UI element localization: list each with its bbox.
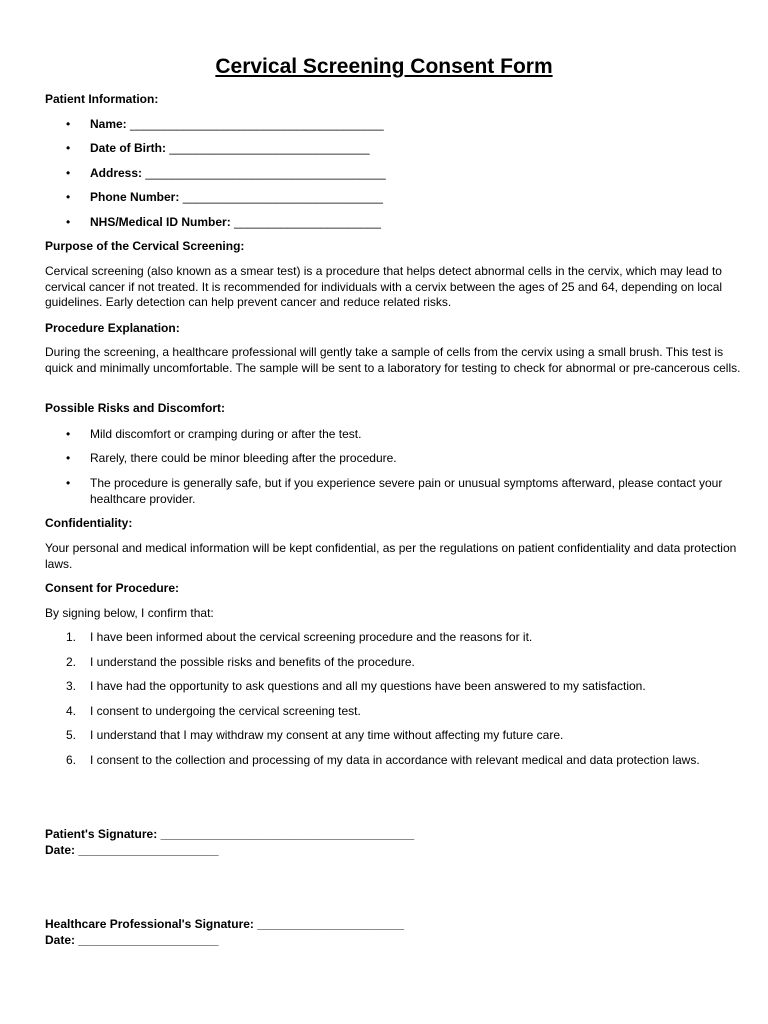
purpose-heading: Purpose of the Cervical Screening: <box>45 239 245 253</box>
consent-heading: Consent for Procedure: <box>45 581 180 595</box>
patient-signature-line <box>45 826 745 842</box>
consent-item: I consent to undergoing the cervical screening test. <box>90 704 361 718</box>
nhs-id-line: ______________________ <box>234 215 381 229</box>
dob-field <box>90 141 740 157</box>
phone-label: Phone Number: <box>90 190 180 204</box>
purpose-text: Cervical screening (also known as a smear test) is a procedure that helps detect abnormal cells in the cervix, which may lead to cervical cancer if not treated. It is recommended for individuals with a cervix between the ages of 25 and 64, depending on local guidelines. Early detection can help prevent cancer and reduce related risks. <box>45 264 723 309</box>
consent-item: I understand the possible risks and benefits of the procedure. <box>90 655 415 669</box>
hcp-date-label: Date: <box>45 933 76 947</box>
risk-item: The procedure is generally safe, but if you experience severe pain or unusual symptoms afterward, please contact your healthcare provider. <box>90 476 723 506</box>
bullet-icon: • <box>66 427 71 441</box>
list-number: 5. <box>66 728 77 742</box>
confidentiality-heading: Confidentiality: <box>45 516 133 530</box>
list-number: 1. <box>66 630 77 644</box>
list-number: 4. <box>66 704 77 718</box>
name-line: ______________________________________ <box>130 117 384 131</box>
name-label: Name: <box>90 117 127 131</box>
bullet-icon: • <box>66 451 71 465</box>
address-label: Address: <box>90 166 143 180</box>
risk-item: Rarely, there could be minor bleeding after the procedure. <box>90 451 397 465</box>
hcp-signature-blank: ______________________ <box>257 917 405 931</box>
risks-heading: Possible Risks and Discomfort: <box>45 401 226 415</box>
phone-field <box>90 190 740 206</box>
name-field <box>90 117 740 133</box>
address-line: ____________________________________ <box>145 166 386 180</box>
consent-item: I consent to the collection and processing of my data in accordance with relevant medical and data protection laws. <box>90 753 700 767</box>
consent-item: I have had the opportunity to ask questions and all my questions have been answered to my satisfaction. <box>90 679 646 693</box>
hcp-signature-label: Healthcare Professional's Signature: <box>45 917 254 931</box>
bullet-icon: • <box>66 190 71 204</box>
nhs-id-field <box>90 215 740 231</box>
procedure-heading: Procedure Explanation: <box>45 321 180 335</box>
patient-signature-label: Patient's Signature: <box>45 827 158 841</box>
bullet-icon: • <box>66 166 71 180</box>
patient-signature-blank: ______________________________________ <box>160 827 415 841</box>
list-number: 6. <box>66 753 77 767</box>
risk-item: Mild discomfort or cramping during or after the test. <box>90 427 362 441</box>
address-field <box>90 166 740 182</box>
patient-date-line <box>45 842 745 858</box>
bullet-icon: • <box>66 476 71 490</box>
dob-line: ______________________________ <box>169 141 370 155</box>
nhs-id-label: NHS/Medical ID Number: <box>90 215 231 229</box>
patient-date-blank: _____________________ <box>78 843 219 857</box>
page-title: Cervical Screening Consent Form <box>215 55 553 78</box>
confidentiality-text: Your personal and medical information will be kept confidential, as per the regulations on patient confidentiality and data protection laws. <box>45 541 737 571</box>
patient-date-label: Date: <box>45 843 76 857</box>
hcp-date-blank: _____________________ <box>78 933 219 947</box>
phone-line: ______________________________ <box>182 190 383 204</box>
consent-item: I understand that I may withdraw my consent at any time without affecting my future care. <box>90 728 564 742</box>
list-number: 3. <box>66 679 77 693</box>
consent-item: I have been informed about the cervical screening procedure and the reasons for it. <box>90 630 533 644</box>
bullet-icon: • <box>66 141 71 155</box>
patient-info-heading: Patient Information: <box>45 92 159 106</box>
consent-intro: By signing below, I confirm that: <box>45 606 214 620</box>
bullet-icon: • <box>66 117 71 131</box>
list-number: 2. <box>66 655 77 669</box>
bullet-icon: • <box>66 215 71 229</box>
dob-label: Date of Birth: <box>90 141 166 155</box>
hcp-date-line <box>45 932 745 948</box>
procedure-text: During the screening, a healthcare professional will gently take a sample of cells from the cervix using a small brush. This test is quick and minimally uncomfortable. The sample will be sent to a laboratory for testing to check for abnormal or pre-cancerous cells. <box>45 345 741 375</box>
hcp-signature-line <box>45 916 745 932</box>
